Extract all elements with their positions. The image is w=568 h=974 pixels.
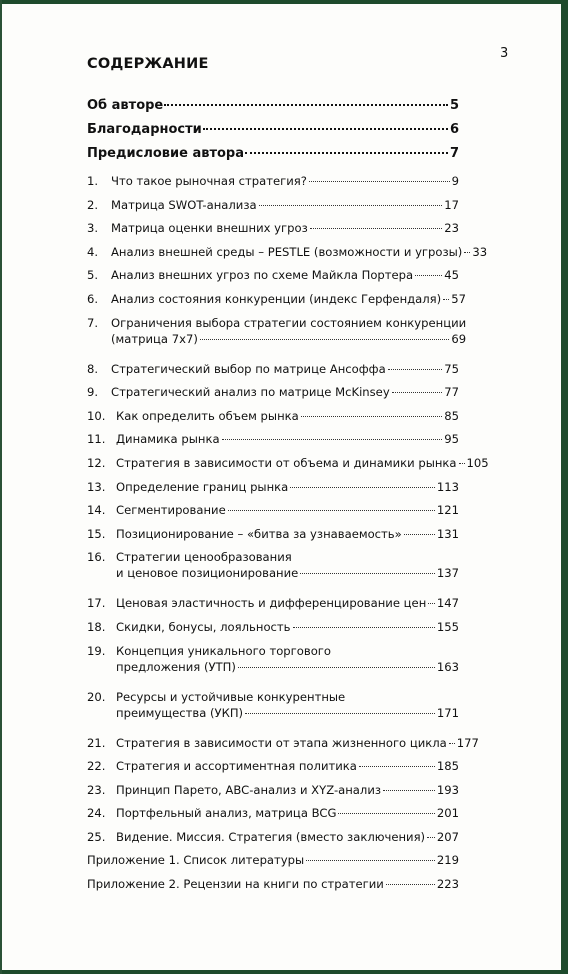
table-of-contents	[87, 98, 489, 897]
toc-entry-chapter[interactable]	[87, 476, 459, 500]
dot-leader	[228, 510, 435, 511]
chapter-page: 45	[444, 268, 459, 283]
chapter-title: Стратегия в зависимости от этапа жизненного цикла	[116, 735, 447, 750]
chapter-number: 16.	[87, 550, 106, 565]
chapter-list	[87, 170, 489, 849]
toc-entry-chapter[interactable]	[87, 732, 479, 756]
entry-title: Приложение 1. Список литературы	[87, 853, 305, 868]
dot-leader	[200, 339, 450, 340]
chapter-page: 193	[436, 782, 459, 797]
chapter-page: 77	[444, 385, 459, 400]
dot-leader	[427, 837, 435, 838]
chapter-page: 69	[451, 331, 467, 346]
toc-entry-chapter[interactable]	[87, 546, 459, 592]
dot-leader	[443, 299, 449, 300]
chapter-page: 137	[436, 566, 459, 581]
dot-leader	[306, 860, 435, 861]
toc-entry-chapter[interactable]	[87, 264, 459, 288]
chapter-title: Анализ внешних угроз по схеме Майкла Портера	[111, 268, 414, 283]
chapter-title: Ценовая эластичность и дифференцирование цен	[116, 596, 427, 611]
chapter-number: 22.	[87, 759, 106, 774]
entry-page: 7	[449, 146, 459, 161]
dot-leader	[238, 667, 435, 668]
dot-leader	[293, 627, 435, 628]
chapter-number: 17.	[87, 596, 106, 611]
chapter-title: Сегментирование	[116, 503, 226, 518]
toc-entry-chapter[interactable]	[87, 312, 467, 358]
chapter-title: Стратегический анализ по матрице McKinsey	[111, 385, 390, 400]
chapter-title: и ценовое позиционирование	[116, 566, 299, 581]
chapter-number: 11.	[87, 432, 106, 447]
dot-leader	[392, 392, 443, 393]
chapter-number: 15.	[87, 526, 106, 541]
toc-heading: СОДЕРЖАНИЕ	[87, 56, 209, 72]
toc-entry-chapter[interactable]	[87, 170, 459, 194]
chapter-title: Стратегии ценообразования	[116, 550, 292, 565]
chapter-page: 23	[444, 221, 459, 236]
chapter-title: Динамика рынка	[116, 432, 220, 447]
cover-edge-bottom	[0, 970, 568, 974]
chapter-title: Определение границ рынка	[116, 479, 289, 494]
chapter-title: Анализ внешней среды – PESTLE (возможности и угрозы)	[111, 244, 463, 259]
chapter-number: 9.	[87, 385, 99, 400]
chapter-page: 33	[472, 244, 488, 259]
chapter-title: Анализ состояния конкуренции (индекс Герфендаля)	[111, 291, 442, 306]
cover-edge-right	[561, 0, 568, 974]
dot-leader	[464, 252, 470, 253]
chapter-page: 105	[466, 455, 489, 470]
toc-entry-chapter[interactable]	[87, 358, 459, 382]
cover-edge-left	[0, 0, 2, 974]
dot-leader	[301, 416, 442, 417]
chapter-number: 2.	[87, 197, 99, 212]
page-number: 3	[500, 46, 509, 61]
chapter-title: Как определить объем рынка	[116, 408, 299, 423]
chapter-title: Ресурсы и устойчивые конкурентные	[116, 689, 346, 704]
entry-page: 5	[449, 98, 459, 113]
chapter-title: преимущества (УКП)	[116, 705, 244, 720]
dot-leader	[338, 813, 434, 814]
chapter-title: Матрица SWOT-анализа	[111, 197, 257, 212]
chapter-page: 9	[451, 174, 459, 188]
chapter-title: Концепция уникального торгового	[116, 643, 331, 658]
toc-entry-chapter[interactable]	[87, 616, 459, 640]
chapter-page: 121	[436, 503, 459, 518]
chapter-title: Принцип Парето, ABC-анализ и XYZ-анализ	[116, 782, 382, 797]
entry-title: Об авторе	[87, 98, 164, 113]
chapter-title: Портфельный анализ, матрица BCG	[116, 806, 337, 821]
chapter-page: 85	[444, 408, 459, 423]
chapter-number: 14.	[87, 503, 106, 518]
dot-leader	[245, 713, 435, 714]
chapter-title: (матрица 7х7)	[111, 331, 198, 346]
entry-page: 223	[436, 877, 459, 892]
toc-entry-chapter[interactable]	[87, 499, 459, 523]
chapter-title: Ограничения выбора стратегии состоянием конкуренции	[111, 315, 467, 330]
toc-entry-chapter[interactable]	[87, 640, 459, 686]
toc-entry-chapter[interactable]	[87, 452, 489, 476]
chapter-number: 18.	[87, 619, 106, 634]
chapter-page: 177	[456, 735, 479, 750]
dot-leader	[164, 104, 448, 106]
dot-leader	[388, 369, 443, 370]
toc-entry-chapter[interactable]	[87, 523, 459, 547]
dot-leader	[428, 603, 435, 604]
chapter-page: 147	[436, 596, 459, 611]
chapter-number: 25.	[87, 829, 106, 844]
chapter-page: 57	[451, 291, 466, 306]
toc-entry-chapter[interactable]	[87, 405, 459, 429]
dot-leader	[222, 439, 443, 440]
chapter-number: 6.	[87, 291, 99, 306]
chapter-page: 163	[436, 659, 459, 674]
chapter-title: Стратегия и ассортиментная политика	[116, 759, 357, 774]
chapter-number: 1.	[87, 174, 99, 188]
dot-leader	[386, 884, 435, 885]
chapter-page: 113	[436, 479, 459, 494]
chapter-page: 171	[436, 705, 459, 720]
chapter-title: Видение. Миссия. Стратегия (вместо заключения)	[116, 829, 426, 844]
toc-entry-chapter[interactable]	[87, 779, 459, 803]
chapter-page: 207	[436, 829, 459, 844]
toc-entry-chapter[interactable]	[87, 592, 459, 616]
toc-entry-acknowledgements[interactable]	[87, 122, 459, 146]
dot-leader	[259, 205, 443, 206]
toc-entry-chapter[interactable]	[87, 241, 488, 265]
chapter-number: 7.	[87, 315, 99, 330]
dot-leader	[309, 181, 450, 182]
chapter-number: 19.	[87, 643, 106, 658]
chapter-number: 24.	[87, 806, 106, 821]
chapter-page: 17	[444, 197, 459, 212]
chapter-title: Стратегический выбор по матрице Ансоффа	[111, 361, 386, 376]
chapter-number: 3.	[87, 221, 99, 236]
toc-entry-chapter[interactable]	[87, 802, 459, 826]
chapter-title: предложения (УТП)	[116, 659, 236, 674]
toc-entry-chapter[interactable]	[87, 381, 459, 405]
chapter-title: Позиционирование – «битва за узнаваемость»	[116, 526, 402, 541]
toc-entry-chapter[interactable]	[87, 755, 459, 779]
chapter-number: 20.	[87, 689, 106, 704]
chapter-number: 8.	[87, 361, 99, 376]
entry-page: 219	[436, 853, 459, 868]
dot-leader	[310, 228, 442, 229]
toc-entry-chapter[interactable]	[87, 428, 459, 452]
dot-leader	[404, 534, 435, 535]
toc-entry-chapter[interactable]	[87, 217, 459, 241]
dot-leader	[290, 487, 435, 488]
chapter-page: 75	[444, 361, 459, 376]
chapter-title: Стратегия в зависимости от объема и динамики рынка	[116, 455, 457, 470]
chapter-number: 5.	[87, 268, 99, 283]
chapter-number: 23.	[87, 782, 106, 797]
cover-edge-top	[0, 0, 568, 4]
toc-entry-appendix-1[interactable]	[87, 849, 459, 873]
chapter-page: 131	[436, 526, 459, 541]
chapter-title: Матрица оценки внешних угроз	[111, 221, 308, 236]
chapter-title: Что такое рыночная стратегия?	[111, 174, 307, 188]
chapter-number: 10.	[87, 408, 106, 423]
dot-leader	[203, 128, 448, 130]
entry-title: Предисловие автора	[87, 146, 244, 161]
chapter-page: 95	[444, 432, 459, 447]
entry-page: 6	[449, 122, 459, 137]
dot-leader	[245, 152, 448, 154]
entry-title: Приложение 2. Рецензии на книги по стратегии	[87, 877, 384, 892]
chapter-number: 12.	[87, 455, 106, 470]
dot-leader	[449, 743, 455, 744]
toc-entry-preface[interactable]	[87, 146, 459, 170]
toc-entry-chapter[interactable]	[87, 826, 459, 850]
entry-title: Благодарности	[87, 122, 202, 137]
toc-entry-chapter[interactable]	[87, 686, 459, 732]
chapter-number: 21.	[87, 735, 106, 750]
dot-leader	[359, 766, 435, 767]
chapter-page: 185	[436, 759, 459, 774]
chapter-number: 4.	[87, 244, 99, 259]
toc-entry-chapter[interactable]	[87, 194, 459, 218]
chapter-page: 201	[436, 806, 459, 821]
dot-leader	[415, 275, 442, 276]
dot-leader	[300, 573, 435, 574]
chapter-title: Скидки, бонусы, лояльность	[116, 619, 291, 634]
dot-leader	[383, 790, 435, 791]
toc-entry-about-author[interactable]	[87, 98, 459, 122]
chapter-page: 155	[436, 619, 459, 634]
dot-leader	[459, 463, 465, 464]
toc-entry-appendix-2[interactable]	[87, 873, 459, 897]
chapter-number: 13.	[87, 479, 106, 494]
toc-entry-chapter[interactable]	[87, 288, 466, 312]
